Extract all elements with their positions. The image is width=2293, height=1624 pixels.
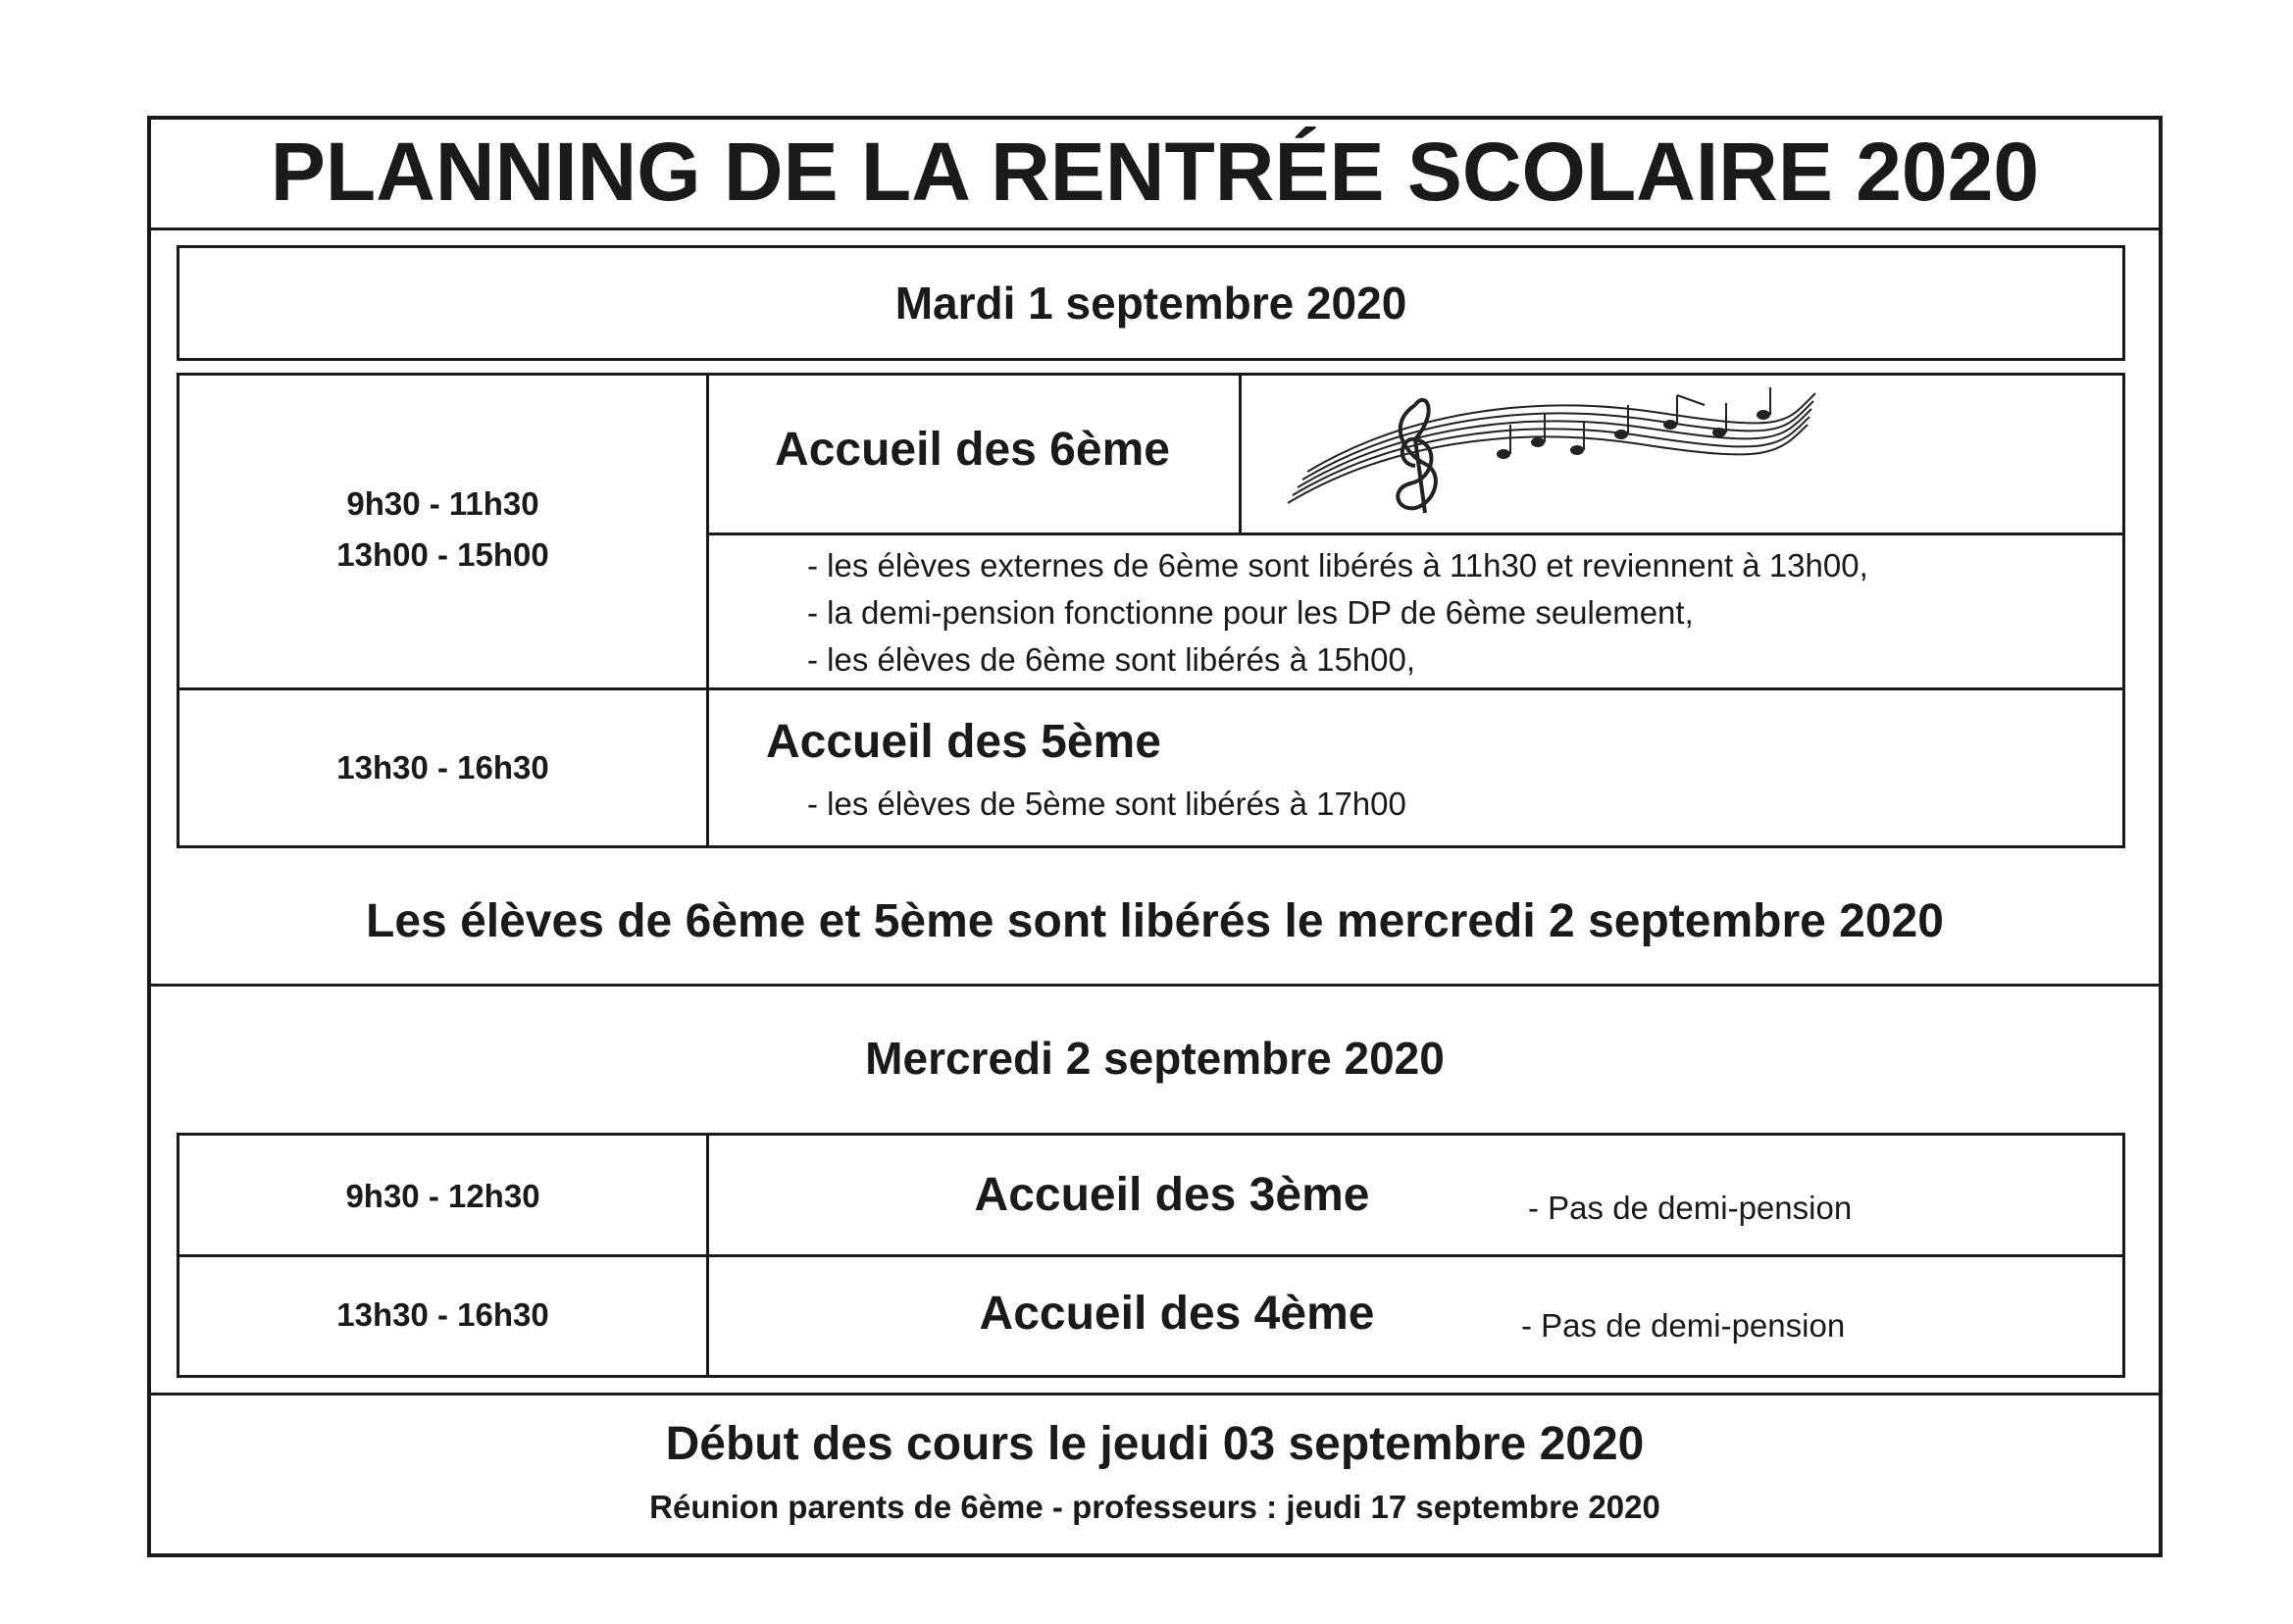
day1-image-col-divider	[1239, 376, 1242, 533]
footer-sub: Réunion parents de 6ème - professeurs : jeudi 17 septembre 2020	[649, 1489, 1660, 1525]
day1-row1-times	[179, 479, 706, 581]
title-divider	[147, 228, 2163, 230]
day1-row-divider	[179, 687, 2122, 690]
day1-row1-label: Accueil des 6ème	[775, 424, 1170, 476]
day2-row-divider	[179, 1254, 2122, 1257]
time-slot: 13h00 - 15h00	[336, 536, 549, 573]
music-staff-icon	[1268, 385, 1817, 523]
day1-row1-bullets	[807, 542, 2112, 684]
day1-heading-box	[177, 245, 2125, 361]
day2-row1-label: Accueil des 3ème	[974, 1169, 1370, 1221]
time-slot: 9h30 - 11h30	[346, 485, 539, 522]
day2-row2-note: - Pas de demi-pension	[1521, 1307, 1846, 1344]
day2-heading: Mercredi 2 septembre 2020	[865, 1033, 1445, 1084]
day1-row2-label: Accueil des 5ème	[766, 716, 1161, 768]
day2-row1-time: 9h30 - 12h30	[345, 1178, 540, 1214]
list-item: - les élèves de 6ème sont libérés à 15h00,	[807, 641, 1416, 678]
day2-table	[177, 1133, 2125, 1378]
day2-row1-note: - Pas de demi-pension	[1528, 1190, 1853, 1226]
footer-main: Début des cours le jeudi 03 septembre 2020	[665, 1418, 1645, 1470]
page-title: PLANNING DE LA RENTRÉE SCOLAIRE 2020	[270, 126, 2040, 218]
list-item: - la demi-pension fonctionne pour les DP de 6ème seulement,	[807, 594, 1694, 631]
day2-row2-time: 13h30 - 16h30	[336, 1296, 549, 1333]
day1-table	[177, 373, 2125, 848]
day2-row2-label: Accueil des 4ème	[979, 1288, 1375, 1340]
day1-release-note: Les élèves de 6ème et 5ème sont libérés le mercredi 2 septembre 2020	[366, 895, 1944, 947]
list-item: - les élèves externes de 6ème sont libérés à 11h30 et reviennent à 13h00,	[807, 547, 1868, 584]
section-divider	[147, 984, 2163, 987]
day1-row1-subdivider	[706, 533, 2122, 535]
day1-row2-bullet: - les élèves de 5ème sont libérés à 17h00	[807, 786, 1406, 822]
footer-divider	[147, 1393, 2163, 1396]
day1-heading: Mardi 1 septembre 2020	[894, 278, 1407, 329]
day1-row2-time: 13h30 - 16h30	[336, 749, 549, 786]
